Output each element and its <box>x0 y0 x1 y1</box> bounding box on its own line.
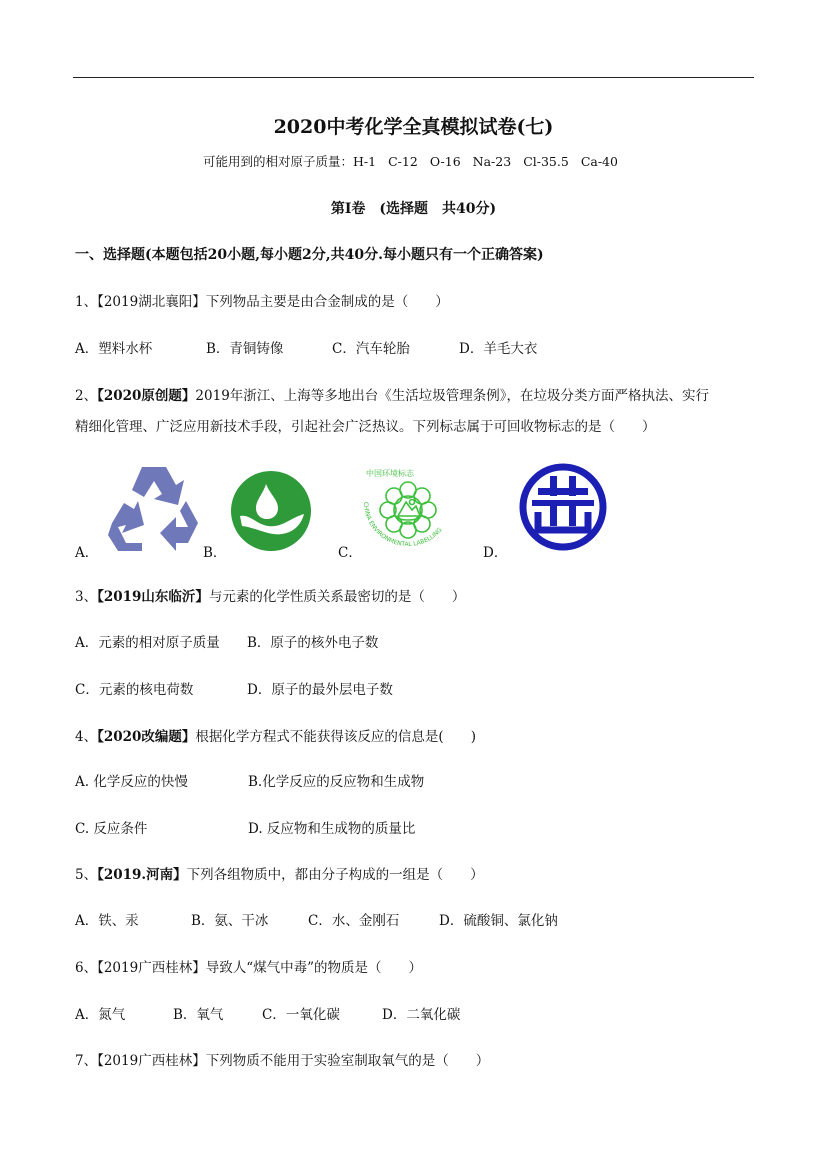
option-b: B．原子的核外电子数 <box>247 635 379 651</box>
question-4 <box>75 725 476 745</box>
environmental-label-logo <box>358 458 462 554</box>
mass-item: H-1 <box>353 154 377 169</box>
option-d: D．原子的最外层电子数 <box>247 682 393 698</box>
question-4-options-row-1 <box>75 770 424 790</box>
logo-label-c: C． <box>338 545 362 561</box>
question-3-options-row-2 <box>75 678 393 698</box>
option-a: A．塑料水杯 <box>75 341 153 357</box>
mass-item: C-12 <box>388 154 418 169</box>
option-d: D．硫酸铜、氯化钠 <box>439 913 558 929</box>
recycle-logo <box>104 463 204 551</box>
question-6-options <box>75 1003 460 1023</box>
mass-item: Cl-35.5 <box>523 154 569 169</box>
logo-label-b: B． <box>203 545 227 561</box>
question-5 <box>75 863 484 883</box>
question-number: 4、 <box>75 729 98 745</box>
question-1-options <box>75 337 537 357</box>
question-number: 3、 <box>75 589 98 605</box>
mass-item: Ca-40 <box>580 154 618 169</box>
option-c: C. 反应条件 <box>75 821 148 837</box>
option-c: C．水、金刚石 <box>308 913 400 929</box>
question-text: 下列物质不能用于实验室制取氧气的是（ ） <box>205 1053 490 1069</box>
question-tag: 【2020原创题】 <box>97 388 196 404</box>
question-number: 6、 <box>75 960 98 976</box>
question-tag: 【2019山东临沂】 <box>97 589 209 605</box>
question-text: 根据化学方程式不能获得该反应的信息是( ) <box>195 729 476 745</box>
water-saving-logo <box>230 470 312 552</box>
part-title: 第Ⅰ卷 (选择题 共40分) <box>330 201 497 217</box>
question-number: 1、 <box>75 294 98 310</box>
question-3-options-row-1 <box>75 631 378 651</box>
question-tag: 【2019广西桂林】 <box>97 960 206 976</box>
question-text: 与元素的化学性质关系最密切的是（ ） <box>208 589 466 605</box>
option-b: B．氧气 <box>173 1007 224 1023</box>
option-d: D．二氧化碳 <box>382 1007 461 1023</box>
option-d: D. 反应物和生成物的质量比 <box>248 821 416 837</box>
mass-item: O-16 <box>429 154 461 169</box>
option-c: C．汽车轮胎 <box>332 341 410 357</box>
question-tag: 【2019.河南】 <box>97 867 187 883</box>
section-title: 一、选择题(本题包括20小题,每小题2分,共40分.每小题只有一个正确答案) <box>75 247 544 263</box>
question-tag: 【2019湖北襄阳】 <box>97 294 206 310</box>
question-3 <box>75 585 465 605</box>
question-text: 2019年浙江、上海等多地出台《生活垃圾管理条例》，在垃圾分类方面严格执法、实行 <box>195 388 710 404</box>
question-tag: 【2020改编题】 <box>97 729 196 745</box>
option-a: A. 化学反应的快慢 <box>75 774 188 790</box>
mass-item: Na-23 <box>472 154 512 169</box>
option-a: A．铁、汞 <box>75 913 139 929</box>
env-logo-top-text: 中国环境标志 <box>366 469 414 478</box>
blue-circle-logo <box>518 462 608 552</box>
page-title: 2020中考化学全真模拟试卷(七) <box>273 116 554 138</box>
logo-label-a: A． <box>75 545 99 561</box>
logo-label-d: D． <box>483 545 508 561</box>
atomic-masses-label: 可能用到的相对原子质量： <box>203 154 354 169</box>
atomic-masses <box>0 152 827 170</box>
question-number: 5、 <box>75 867 98 883</box>
question-tag: 【2019广西桂林】 <box>97 1053 206 1069</box>
env-logo-ring-text: CHINA ENVIRONMENTAL LABELLING <box>361 501 444 549</box>
option-c: C．一氧化碳 <box>262 1007 340 1023</box>
question-text: 下列各组物质中，都由分子构成的一组是（ ） <box>186 867 484 883</box>
question-text: 下列物品主要是由合金制成的是（ ） <box>205 294 449 310</box>
question-number: 7、 <box>75 1053 98 1069</box>
question-2 <box>75 384 709 404</box>
top-rule <box>73 77 754 78</box>
option-d: D．羊毛大衣 <box>459 341 538 357</box>
question-2-line-2: 精细化管理、广泛应用新技术手段，引起社会广泛热议。下列标志属于可回收物标志的是（ ） <box>75 419 656 435</box>
question-text: 导致人“煤气中毒”的物质是（ ） <box>205 960 423 976</box>
option-a: A．氮气 <box>75 1007 126 1023</box>
option-c: C．元素的核电荷数 <box>75 682 194 698</box>
question-4-options-row-2 <box>75 817 415 837</box>
question-number: 2、 <box>75 388 98 404</box>
option-b: B．青铜铸像 <box>206 341 284 357</box>
option-b: B．氨、干冰 <box>191 913 269 929</box>
option-b: B.化学反应的反应物和生成物 <box>248 774 425 790</box>
question-7 <box>75 1049 489 1069</box>
question-5-options <box>75 909 558 929</box>
question-6 <box>75 956 422 976</box>
question-1 <box>75 290 449 310</box>
option-a: A．元素的相对原子质量 <box>75 635 220 651</box>
